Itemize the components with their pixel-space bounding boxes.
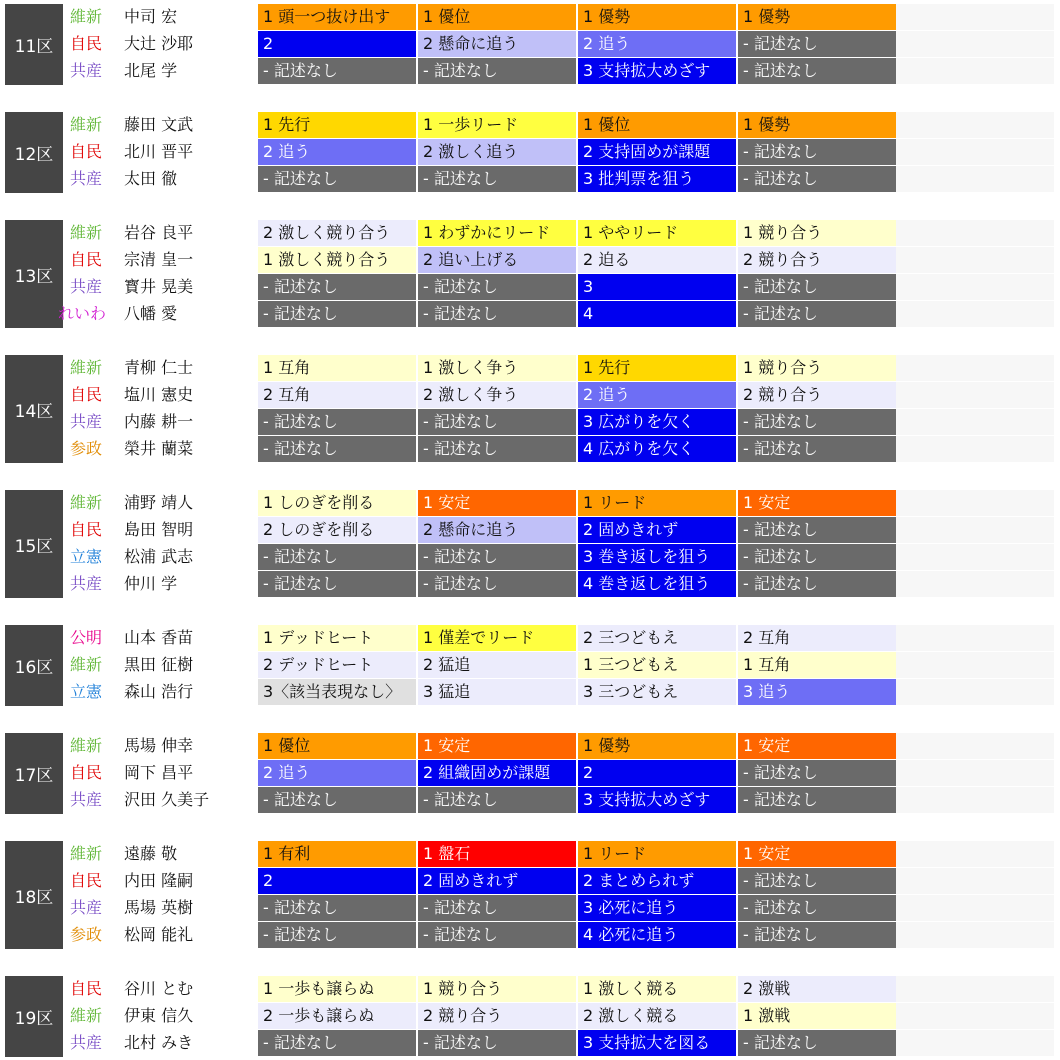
assessment-cell: 2 追う [258,760,416,786]
candidate-row [0,841,1060,867]
candidate-name: 榮井 蘭菜 [124,439,194,458]
row-spacer [896,382,1054,408]
assessment-cell: 1 競り合う [738,220,896,246]
candidate-row [0,490,1060,516]
assessment-cell: 1 互角 [738,652,896,678]
candidate-row [0,571,1060,597]
assessment-cell: - 記述なし [258,787,416,813]
assessment-cell: 2 迫る [578,247,736,273]
district-block [0,625,1060,706]
assessment-cell: 1 一歩リード [418,112,576,138]
candidate-row [0,679,1060,705]
assessment-cell: 1 安定 [738,733,896,759]
district-block [0,841,1060,949]
district-block [0,112,1060,193]
assessment-cell: 1 僅差でリード [418,625,576,651]
assessment-cell: 4 巻き返しを狙う [578,571,736,597]
assessment-cell: 3 巻き返しを狙う [578,544,736,570]
candidate-name: 内田 隆嗣 [124,871,194,890]
row-spacer [896,1030,1054,1056]
assessment-cell: - 記述なし [738,787,896,813]
assessment-cell: 1 ややリード [578,220,736,246]
party-label: 維新 [70,736,103,755]
candidate-name: 馬場 伸幸 [124,736,194,755]
assessment-cell: 1 競り合う [738,355,896,381]
assessment-cell: - 記述なし [418,1030,576,1056]
assessment-cell: 1 優勢 [738,112,896,138]
candidate-name: 大辻 沙耶 [124,34,194,53]
candidate-row [0,868,1060,894]
district-label: 17区 [5,733,63,814]
party-label: 自民 [70,250,103,269]
candidate-row [0,247,1060,273]
party-label: 維新 [70,7,103,26]
assessment-cell: - 記述なし [738,571,896,597]
assessment-cell: - 記述なし [258,436,416,462]
party-label: 維新 [70,493,103,512]
candidate-name: 松浦 武志 [124,547,194,566]
assessment-cell: 3 広がりを欠く [578,409,736,435]
district-block [0,355,1060,463]
assessment-cell: - 記述なし [418,274,576,300]
assessment-cell: 2 固めきれず [578,517,736,543]
party-label: 参政 [70,439,103,458]
candidate-row [0,31,1060,57]
candidate-name: 黒田 征樹 [124,655,194,674]
assessment-cell: 3〈該当表現なし〉 [258,679,416,705]
assessment-cell: - 記述なし [258,58,416,84]
district-block [0,733,1060,814]
assessment-cell: 1 わずかにリード [418,220,576,246]
row-spacer [896,274,1054,300]
assessment-cell: 1 互角 [258,355,416,381]
assessment-cell: - 記述なし [418,301,576,327]
assessment-cell: 2 [258,31,416,57]
candidate-name: 太田 徹 [124,169,178,188]
assessment-cell: 2 三つどもえ [578,625,736,651]
row-spacer [896,355,1054,381]
assessment-cell: 1 優位 [258,733,416,759]
assessment-cell: - 記述なし [738,166,896,192]
assessment-cell: - 記述なし [738,868,896,894]
candidate-row [0,382,1060,408]
party-label: 自民 [70,763,103,782]
assessment-cell: 3 [578,274,736,300]
assessment-cell: - 記述なし [258,409,416,435]
assessment-cell: 2 競り合う [738,247,896,273]
party-label: 共産 [70,169,103,188]
assessment-cell: - 記述なし [418,787,576,813]
assessment-cell: 1 安定 [418,490,576,516]
row-spacer [896,895,1054,921]
district-label: 19区 [5,976,63,1057]
assessment-cell: 4 必死に追う [578,922,736,948]
row-spacer [896,517,1054,543]
assessment-cell: - 記述なし [738,274,896,300]
district-block [0,220,1060,328]
party-label: 自民 [70,520,103,539]
assessment-cell: 1 優勢 [738,4,896,30]
assessment-cell: - 記述なし [258,1030,416,1056]
candidate-name: 中司 宏 [124,7,178,26]
candidate-name: 仲川 学 [124,574,178,593]
candidate-row [0,355,1060,381]
candidate-name: 北村 みき [124,1033,194,1052]
row-spacer [896,571,1054,597]
assessment-cell: - 記述なし [738,1030,896,1056]
assessment-cell: 2 デッドヒート [258,652,416,678]
district-label: 12区 [5,112,63,193]
party-label: 維新 [70,844,103,863]
assessment-cell: - 記述なし [418,544,576,570]
party-label: 立憲 [70,682,103,701]
row-spacer [896,166,1054,192]
candidate-name: 岡下 昌平 [124,763,194,782]
candidate-row [0,139,1060,165]
assessment-cell: 1 優位 [418,4,576,30]
assessment-cell: - 記述なし [418,409,576,435]
assessment-cell: 3 支持拡大を図る [578,1030,736,1056]
row-spacer [896,976,1054,1002]
assessment-cell: 2 互角 [258,382,416,408]
candidate-row [0,760,1060,786]
assessment-cell: 1 先行 [258,112,416,138]
assessment-cell: 1 三つどもえ [578,652,736,678]
candidate-name: 伊東 信久 [124,1006,194,1025]
assessment-cell: 2 競り合う [738,382,896,408]
row-spacer [896,868,1054,894]
candidate-row [0,1030,1060,1056]
party-label: れいわ [58,304,107,323]
assessment-cell: 1 激しく競り合う [258,247,416,273]
row-spacer [896,733,1054,759]
assessment-cell: 3 批判票を狙う [578,166,736,192]
candidate-name: 遠藤 敬 [124,844,178,863]
assessment-cell: - 記述なし [738,139,896,165]
assessment-cell: - 記述なし [738,409,896,435]
party-label: 維新 [70,655,103,674]
row-spacer [896,544,1054,570]
assessment-cell: 1 先行 [578,355,736,381]
candidate-row [0,544,1060,570]
district-label: 16区 [5,625,63,706]
assessment-cell: 2 追い上げる [418,247,576,273]
candidate-row [0,4,1060,30]
row-spacer [896,4,1054,30]
row-spacer [896,220,1054,246]
row-spacer [896,652,1054,678]
assessment-cell: 3 支持拡大めざす [578,787,736,813]
candidate-name: 松岡 能礼 [124,925,194,944]
assessment-cell: - 記述なし [738,31,896,57]
party-label: 立憲 [70,547,103,566]
assessment-cell: 2 [578,760,736,786]
party-label: 自民 [70,142,103,161]
row-spacer [896,409,1054,435]
assessment-cell: - 記述なし [738,544,896,570]
assessment-cell: 1 安定 [738,490,896,516]
candidate-name: 沢田 久美子 [124,790,210,809]
assessment-cell: - 記述なし [258,895,416,921]
assessment-cell: 2 懸命に追う [418,31,576,57]
candidate-row [0,58,1060,84]
party-label: 維新 [70,358,103,377]
candidate-name: 森山 浩行 [124,682,194,701]
candidate-row [0,274,1060,300]
assessment-cell: 1 激戦 [738,1003,896,1029]
assessment-cell: - 記述なし [418,571,576,597]
assessment-cell: - 記述なし [738,58,896,84]
assessment-cell: 2 猛追 [418,652,576,678]
district-label: 15区 [5,490,63,598]
district-block [0,490,1060,598]
assessment-cell: 2 組織固めが課題 [418,760,576,786]
assessment-cell: 2 しのぎを削る [258,517,416,543]
assessment-cell: 1 盤石 [418,841,576,867]
candidate-row [0,517,1060,543]
assessment-cell: 1 一歩も譲らぬ [258,976,416,1002]
assessment-cell: - 記述なし [738,895,896,921]
assessment-cell: 2 激しく競る [578,1003,736,1029]
candidate-row [0,409,1060,435]
assessment-cell: 2 [258,868,416,894]
candidate-row [0,1003,1060,1029]
district-label: 11区 [5,4,63,85]
party-label: 共産 [70,1033,103,1052]
assessment-cell: 2 激しく競り合う [258,220,416,246]
assessment-cell: - 記述なし [738,760,896,786]
assessment-cell: - 記述なし [258,301,416,327]
assessment-cell: 2 競り合う [418,1003,576,1029]
assessment-cell: 1 優勢 [578,4,736,30]
assessment-cell: 2 激しく争う [418,382,576,408]
candidate-name: 谷川 とむ [124,979,194,998]
assessment-cell: 1 頭一つ抜け出す [258,4,416,30]
row-spacer [896,841,1054,867]
assessment-cell: 2 懸命に追う [418,517,576,543]
assessment-cell: 1 激しく競る [578,976,736,1002]
candidate-row [0,787,1060,813]
candidate-row [0,652,1060,678]
candidate-name: 内藤 耕一 [124,412,194,431]
candidate-name: 岩谷 良平 [124,223,194,242]
row-spacer [896,436,1054,462]
candidate-row [0,220,1060,246]
party-label: 共産 [70,412,103,431]
row-spacer [896,760,1054,786]
assessment-cell: 1 優位 [578,112,736,138]
assessment-cell: - 記述なし [258,274,416,300]
assessment-cell: 1 リード [578,490,736,516]
assessment-cell: 3 三つどもえ [578,679,736,705]
assessment-cell: - 記述なし [258,571,416,597]
assessment-cell: 4 [578,301,736,327]
row-spacer [896,247,1054,273]
assessment-cell: 1 しのぎを削る [258,490,416,516]
candidate-name: 山本 香苗 [124,628,194,647]
assessment-cell: - 記述なし [738,922,896,948]
party-label: 自民 [70,34,103,53]
candidate-row [0,733,1060,759]
row-spacer [896,31,1054,57]
candidate-row [0,976,1060,1002]
assessment-cell: - 記述なし [258,922,416,948]
party-label: 共産 [70,898,103,917]
assessment-cell: 1 安定 [738,841,896,867]
row-spacer [896,787,1054,813]
row-spacer [896,679,1054,705]
assessment-cell: - 記述なし [738,517,896,543]
party-label: 自民 [70,385,103,404]
assessment-cell: - 記述なし [738,436,896,462]
assessment-cell: 2 追う [258,139,416,165]
assessment-cell: 3 追う [738,679,896,705]
assessment-cell: 1 デッドヒート [258,625,416,651]
candidate-row [0,166,1060,192]
assessment-cell: 2 互角 [738,625,896,651]
assessment-cell: - 記述なし [418,922,576,948]
district-label: 18区 [5,841,63,949]
assessment-cell: 3 猛追 [418,679,576,705]
party-label: 共産 [70,790,103,809]
row-spacer [896,112,1054,138]
row-spacer [896,139,1054,165]
party-label: 参政 [70,925,103,944]
assessment-cell: 1 優勢 [578,733,736,759]
candidate-name: 八幡 愛 [124,304,178,323]
assessment-cell: 1 リード [578,841,736,867]
district-block [0,4,1060,85]
assessment-cell: - 記述なし [418,895,576,921]
assessment-cell: - 記述なし [418,58,576,84]
assessment-cell: 1 激しく争う [418,355,576,381]
party-label: 維新 [70,223,103,242]
district-label: 13区 [5,220,63,328]
party-label: 維新 [70,115,103,134]
assessment-cell: 2 追う [578,382,736,408]
candidate-row [0,625,1060,651]
row-spacer [896,1003,1054,1029]
candidate-row [0,922,1060,948]
assessment-cell: 2 まとめられず [578,868,736,894]
assessment-cell: 2 固めきれず [418,868,576,894]
party-label: 維新 [70,1006,103,1025]
assessment-cell: - 記述なし [258,544,416,570]
assessment-cell: 2 一歩も譲らぬ [258,1003,416,1029]
candidate-name: 馬場 英樹 [124,898,194,917]
candidate-name: 北尾 学 [124,61,178,80]
candidate-row [0,436,1060,462]
assessment-cell: - 記述なし [418,436,576,462]
assessment-cell: 3 必死に追う [578,895,736,921]
assessment-cell: - 記述なし [258,166,416,192]
party-label: 自民 [70,871,103,890]
party-label: 公明 [70,628,103,647]
candidate-row [0,301,1060,327]
assessment-cell: - 記述なし [738,301,896,327]
assessment-cell: 1 安定 [418,733,576,759]
party-label: 共産 [70,277,103,296]
row-spacer [896,625,1054,651]
candidate-name: 北川 晋平 [124,142,194,161]
district-block [0,976,1060,1057]
assessment-cell: 3 支持拡大めざす [578,58,736,84]
candidate-row [0,112,1060,138]
assessment-cell: 4 広がりを欠く [578,436,736,462]
candidate-name: 宗清 皇一 [124,250,194,269]
row-spacer [896,490,1054,516]
candidate-name: 藤田 文武 [124,115,194,134]
assessment-cell: 2 支持固めが課題 [578,139,736,165]
district-label: 14区 [5,355,63,463]
party-label: 自民 [70,979,103,998]
row-spacer [896,58,1054,84]
row-spacer [896,922,1054,948]
party-label: 共産 [70,61,103,80]
assessment-cell: 1 競り合う [418,976,576,1002]
assessment-cell: 2 激戦 [738,976,896,1002]
assessment-cell: 2 激しく追う [418,139,576,165]
assessment-cell: 2 追う [578,31,736,57]
candidate-name: 寳井 晃美 [124,277,194,296]
candidate-name: 青柳 仁士 [124,358,194,377]
candidate-name: 島田 智明 [124,520,194,539]
assessment-cell: 1 有利 [258,841,416,867]
candidate-name: 塩川 憲史 [124,385,194,404]
candidate-name: 浦野 靖人 [124,493,194,512]
party-label: 共産 [70,574,103,593]
candidate-row [0,895,1060,921]
row-spacer [896,301,1054,327]
assessment-cell: - 記述なし [418,166,576,192]
